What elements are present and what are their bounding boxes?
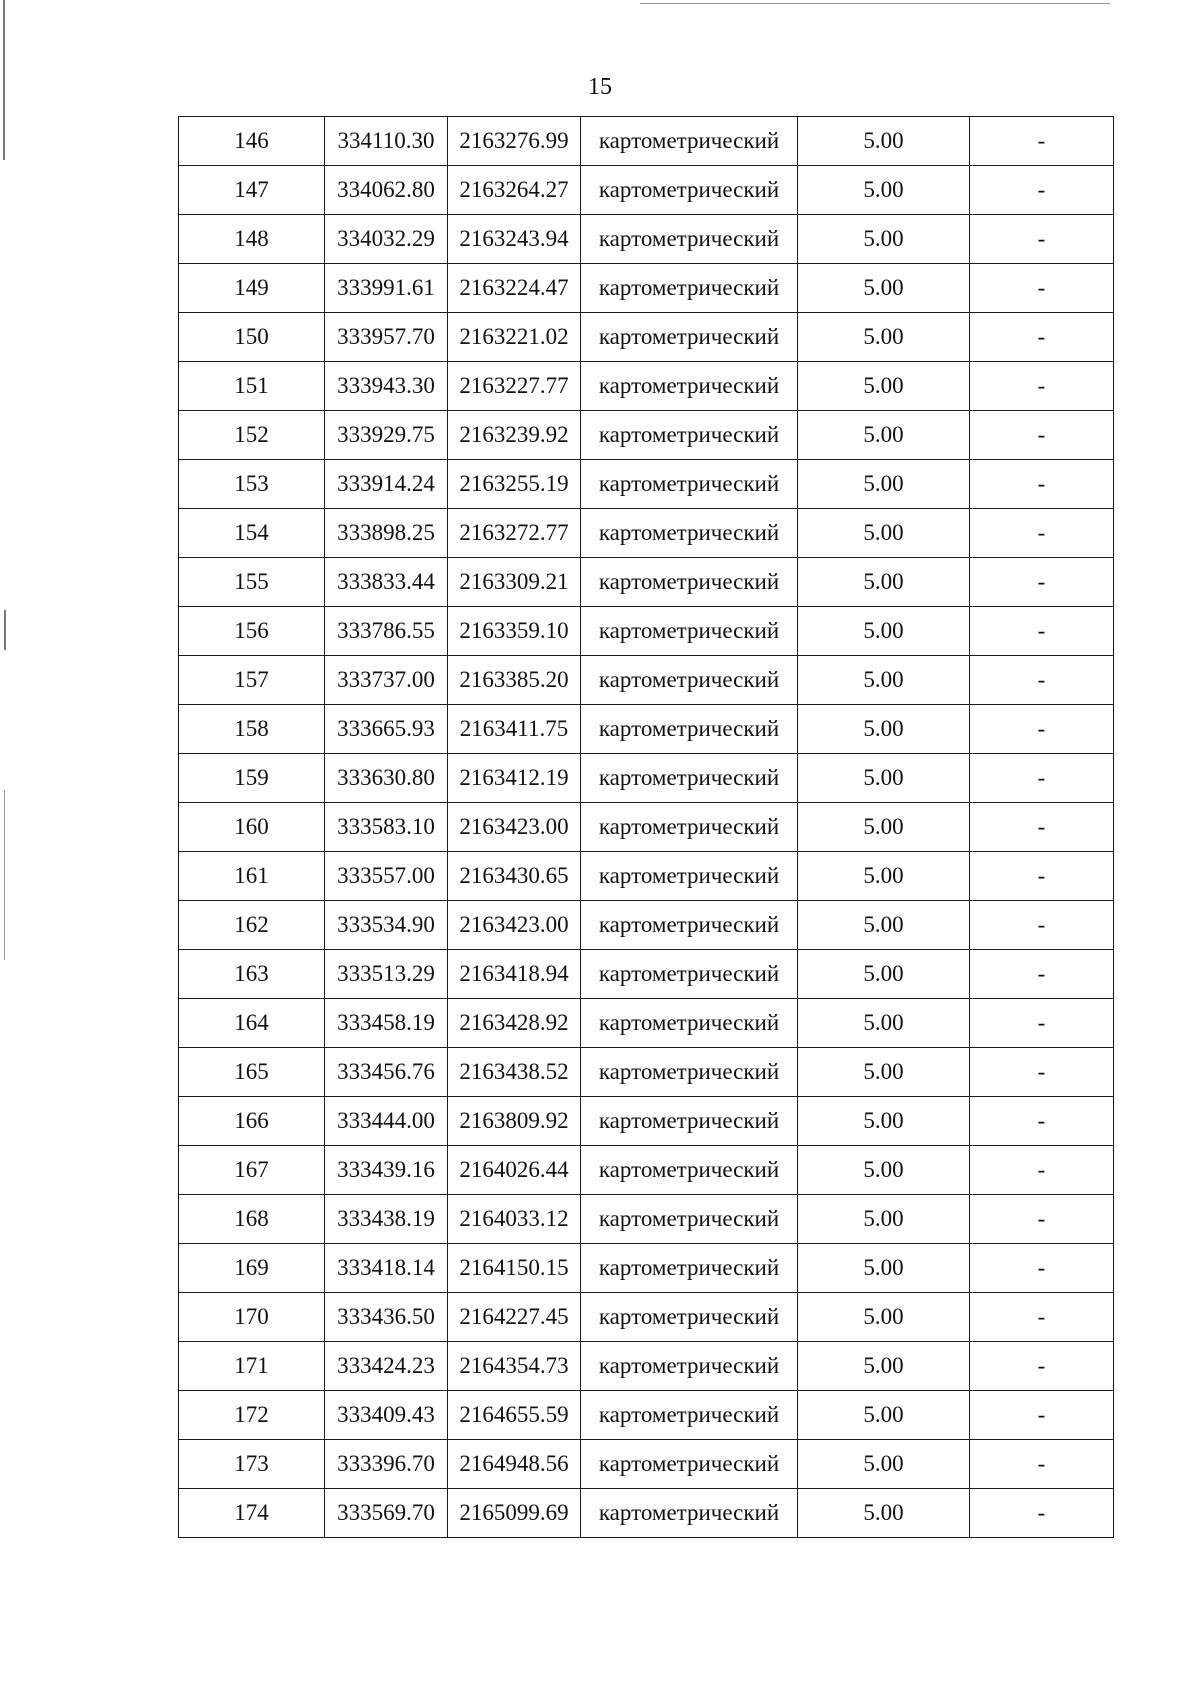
method-cell: картометрический [581, 215, 798, 264]
point-number-cell: 174 [179, 1489, 325, 1538]
x-coordinate-cell: 333929.75 [325, 411, 448, 460]
accuracy-cell: 5.00 [798, 607, 970, 656]
point-number-cell: 168 [179, 1195, 325, 1244]
x-coordinate-cell: 333458.19 [325, 999, 448, 1048]
accuracy-cell: 5.00 [798, 901, 970, 950]
x-coordinate-cell: 333737.00 [325, 656, 448, 705]
table-row [179, 509, 1114, 558]
table-row [179, 411, 1114, 460]
method-cell: картометрический [581, 1097, 798, 1146]
method-cell: картометрический [581, 509, 798, 558]
x-coordinate-cell: 333424.23 [325, 1342, 448, 1391]
y-coordinate-cell: 2164026.44 [448, 1146, 581, 1195]
accuracy-cell: 5.00 [798, 558, 970, 607]
point-number-cell: 157 [179, 656, 325, 705]
note-cell: - [970, 1489, 1114, 1538]
method-cell: картометрический [581, 1440, 798, 1489]
note-cell: - [970, 656, 1114, 705]
accuracy-cell: 5.00 [798, 313, 970, 362]
note-cell: - [970, 607, 1114, 656]
table-row [179, 117, 1114, 166]
y-coordinate-cell: 2163809.92 [448, 1097, 581, 1146]
point-number-cell: 151 [179, 362, 325, 411]
accuracy-cell: 5.00 [798, 1342, 970, 1391]
x-coordinate-cell: 333456.76 [325, 1048, 448, 1097]
point-number-cell: 170 [179, 1293, 325, 1342]
point-number-cell: 147 [179, 166, 325, 215]
point-number-cell: 158 [179, 705, 325, 754]
x-coordinate-cell: 334062.80 [325, 166, 448, 215]
table-row [179, 607, 1114, 656]
x-coordinate-cell: 333914.24 [325, 460, 448, 509]
note-cell: - [970, 362, 1114, 411]
note-cell: - [970, 1097, 1114, 1146]
note-cell: - [970, 264, 1114, 313]
accuracy-cell: 5.00 [798, 1440, 970, 1489]
y-coordinate-cell: 2163430.65 [448, 852, 581, 901]
point-number-cell: 173 [179, 1440, 325, 1489]
table-row [179, 999, 1114, 1048]
point-number-cell: 152 [179, 411, 325, 460]
accuracy-cell: 5.00 [798, 362, 970, 411]
method-cell: картометрический [581, 1195, 798, 1244]
note-cell: - [970, 1440, 1114, 1489]
y-coordinate-cell: 2163227.77 [448, 362, 581, 411]
note-cell: - [970, 1048, 1114, 1097]
accuracy-cell: 5.00 [798, 803, 970, 852]
accuracy-cell: 5.00 [798, 1293, 970, 1342]
y-coordinate-cell: 2165099.69 [448, 1489, 581, 1538]
method-cell: картометрический [581, 166, 798, 215]
method-cell: картометрический [581, 460, 798, 509]
y-coordinate-cell: 2163239.92 [448, 411, 581, 460]
note-cell: - [970, 460, 1114, 509]
note-cell: - [970, 509, 1114, 558]
note-cell: - [970, 754, 1114, 803]
note-cell: - [970, 411, 1114, 460]
table-row [179, 215, 1114, 264]
y-coordinate-cell: 2163264.27 [448, 166, 581, 215]
x-coordinate-cell: 333898.25 [325, 509, 448, 558]
method-cell: картометрический [581, 656, 798, 705]
note-cell: - [970, 1146, 1114, 1195]
note-cell: - [970, 803, 1114, 852]
table-row [179, 803, 1114, 852]
table-row [179, 1097, 1114, 1146]
x-coordinate-cell: 333991.61 [325, 264, 448, 313]
method-cell: картометрический [581, 950, 798, 999]
accuracy-cell: 5.00 [798, 166, 970, 215]
note-cell: - [970, 215, 1114, 264]
x-coordinate-cell: 333418.14 [325, 1244, 448, 1293]
x-coordinate-cell: 333513.29 [325, 950, 448, 999]
point-number-cell: 162 [179, 901, 325, 950]
accuracy-cell: 5.00 [798, 509, 970, 558]
accuracy-cell: 5.00 [798, 1048, 970, 1097]
y-coordinate-cell: 2163428.92 [448, 999, 581, 1048]
point-number-cell: 165 [179, 1048, 325, 1097]
method-cell: картометрический [581, 754, 798, 803]
point-number-cell: 159 [179, 754, 325, 803]
x-coordinate-cell: 333833.44 [325, 558, 448, 607]
method-cell: картометрический [581, 1244, 798, 1293]
accuracy-cell: 5.00 [798, 852, 970, 901]
point-number-cell: 167 [179, 1146, 325, 1195]
y-coordinate-cell: 2163438.52 [448, 1048, 581, 1097]
table-row [179, 1048, 1114, 1097]
y-coordinate-cell: 2164227.45 [448, 1293, 581, 1342]
x-coordinate-cell: 333436.50 [325, 1293, 448, 1342]
x-coordinate-cell: 333943.30 [325, 362, 448, 411]
x-coordinate-cell: 333569.70 [325, 1489, 448, 1538]
table-row [179, 950, 1114, 999]
point-number-cell: 153 [179, 460, 325, 509]
table-row [179, 264, 1114, 313]
note-cell: - [970, 313, 1114, 362]
note-cell: - [970, 1391, 1114, 1440]
method-cell: картометрический [581, 1391, 798, 1440]
method-cell: картометрический [581, 705, 798, 754]
table-row [179, 1293, 1114, 1342]
point-number-cell: 149 [179, 264, 325, 313]
page-number: 15 [588, 74, 612, 100]
scan-artifact-left-3 [4, 790, 5, 960]
accuracy-cell: 5.00 [798, 411, 970, 460]
method-cell: картометрический [581, 852, 798, 901]
point-number-cell: 172 [179, 1391, 325, 1440]
y-coordinate-cell: 2163423.00 [448, 901, 581, 950]
y-coordinate-cell: 2164354.73 [448, 1342, 581, 1391]
method-cell: картометрический [581, 1489, 798, 1538]
accuracy-cell: 5.00 [798, 264, 970, 313]
accuracy-cell: 5.00 [798, 1195, 970, 1244]
method-cell: картометрический [581, 607, 798, 656]
x-coordinate-cell: 333786.55 [325, 607, 448, 656]
y-coordinate-cell: 2163359.10 [448, 607, 581, 656]
point-number-cell: 146 [179, 117, 325, 166]
scan-artifact-top [640, 3, 1110, 4]
scan-artifact-left-2 [4, 610, 6, 650]
method-cell: картометрический [581, 362, 798, 411]
method-cell: картометрический [581, 264, 798, 313]
table-row [179, 166, 1114, 215]
note-cell: - [970, 558, 1114, 607]
table-row [179, 901, 1114, 950]
table-row [179, 1244, 1114, 1293]
table-row [179, 1342, 1114, 1391]
y-coordinate-cell: 2163243.94 [448, 215, 581, 264]
x-coordinate-cell: 333444.00 [325, 1097, 448, 1146]
table-row [179, 1195, 1114, 1244]
y-coordinate-cell: 2163224.47 [448, 264, 581, 313]
note-cell: - [970, 1342, 1114, 1391]
y-coordinate-cell: 2163272.77 [448, 509, 581, 558]
y-coordinate-cell: 2164150.15 [448, 1244, 581, 1293]
point-number-cell: 154 [179, 509, 325, 558]
table-row [179, 705, 1114, 754]
x-coordinate-cell: 333534.90 [325, 901, 448, 950]
table-row [179, 852, 1114, 901]
method-cell: картометрический [581, 1293, 798, 1342]
y-coordinate-cell: 2163423.00 [448, 803, 581, 852]
table-row [179, 558, 1114, 607]
note-cell: - [970, 166, 1114, 215]
x-coordinate-cell: 333583.10 [325, 803, 448, 852]
note-cell: - [970, 901, 1114, 950]
accuracy-cell: 5.00 [798, 1489, 970, 1538]
x-coordinate-cell: 333957.70 [325, 313, 448, 362]
method-cell: картометрический [581, 313, 798, 362]
table-row [179, 362, 1114, 411]
accuracy-cell: 5.00 [798, 1391, 970, 1440]
table-body [179, 117, 1114, 1538]
accuracy-cell: 5.00 [798, 754, 970, 803]
table-row [179, 754, 1114, 803]
table-row [179, 460, 1114, 509]
point-number-cell: 169 [179, 1244, 325, 1293]
method-cell: картометрический [581, 1048, 798, 1097]
accuracy-cell: 5.00 [798, 950, 970, 999]
x-coordinate-cell: 333439.16 [325, 1146, 448, 1195]
note-cell: - [970, 1293, 1114, 1342]
x-coordinate-cell: 333396.70 [325, 1440, 448, 1489]
accuracy-cell: 5.00 [798, 215, 970, 264]
y-coordinate-cell: 2163412.19 [448, 754, 581, 803]
note-cell: - [970, 852, 1114, 901]
accuracy-cell: 5.00 [798, 705, 970, 754]
x-coordinate-cell: 333630.80 [325, 754, 448, 803]
point-number-cell: 160 [179, 803, 325, 852]
accuracy-cell: 5.00 [798, 1146, 970, 1195]
accuracy-cell: 5.00 [798, 656, 970, 705]
note-cell: - [970, 999, 1114, 1048]
table-row [179, 313, 1114, 362]
table-row [179, 1391, 1114, 1440]
method-cell: картометрический [581, 1146, 798, 1195]
y-coordinate-cell: 2163255.19 [448, 460, 581, 509]
table-row [179, 656, 1114, 705]
point-number-cell: 164 [179, 999, 325, 1048]
point-number-cell: 150 [179, 313, 325, 362]
note-cell: - [970, 1244, 1114, 1293]
point-number-cell: 156 [179, 607, 325, 656]
y-coordinate-cell: 2163221.02 [448, 313, 581, 362]
method-cell: картометрический [581, 411, 798, 460]
x-coordinate-cell: 334032.29 [325, 215, 448, 264]
accuracy-cell: 5.00 [798, 460, 970, 509]
y-coordinate-cell: 2164033.12 [448, 1195, 581, 1244]
table-row [179, 1146, 1114, 1195]
y-coordinate-cell: 2163418.94 [448, 950, 581, 999]
x-coordinate-cell: 334110.30 [325, 117, 448, 166]
y-coordinate-cell: 2164655.59 [448, 1391, 581, 1440]
accuracy-cell: 5.00 [798, 117, 970, 166]
note-cell: - [970, 705, 1114, 754]
method-cell: картометрический [581, 1342, 798, 1391]
note-cell: - [970, 117, 1114, 166]
point-number-cell: 148 [179, 215, 325, 264]
x-coordinate-cell: 333557.00 [325, 852, 448, 901]
point-number-cell: 163 [179, 950, 325, 999]
x-coordinate-cell: 333438.19 [325, 1195, 448, 1244]
method-cell: картометрический [581, 999, 798, 1048]
y-coordinate-cell: 2163276.99 [448, 117, 581, 166]
method-cell: картометрический [581, 803, 798, 852]
y-coordinate-cell: 2163411.75 [448, 705, 581, 754]
x-coordinate-cell: 333665.93 [325, 705, 448, 754]
note-cell: - [970, 1195, 1114, 1244]
point-number-cell: 166 [179, 1097, 325, 1146]
method-cell: картометрический [581, 901, 798, 950]
accuracy-cell: 5.00 [798, 1097, 970, 1146]
note-cell: - [970, 950, 1114, 999]
accuracy-cell: 5.00 [798, 1244, 970, 1293]
coordinates-table [178, 116, 1114, 1538]
point-number-cell: 155 [179, 558, 325, 607]
method-cell: картометрический [581, 558, 798, 607]
x-coordinate-cell: 333409.43 [325, 1391, 448, 1440]
accuracy-cell: 5.00 [798, 999, 970, 1048]
table-row [179, 1440, 1114, 1489]
method-cell: картометрический [581, 117, 798, 166]
point-number-cell: 161 [179, 852, 325, 901]
table-row [179, 1489, 1114, 1538]
y-coordinate-cell: 2163309.21 [448, 558, 581, 607]
y-coordinate-cell: 2163385.20 [448, 656, 581, 705]
y-coordinate-cell: 2164948.56 [448, 1440, 581, 1489]
point-number-cell: 171 [179, 1342, 325, 1391]
